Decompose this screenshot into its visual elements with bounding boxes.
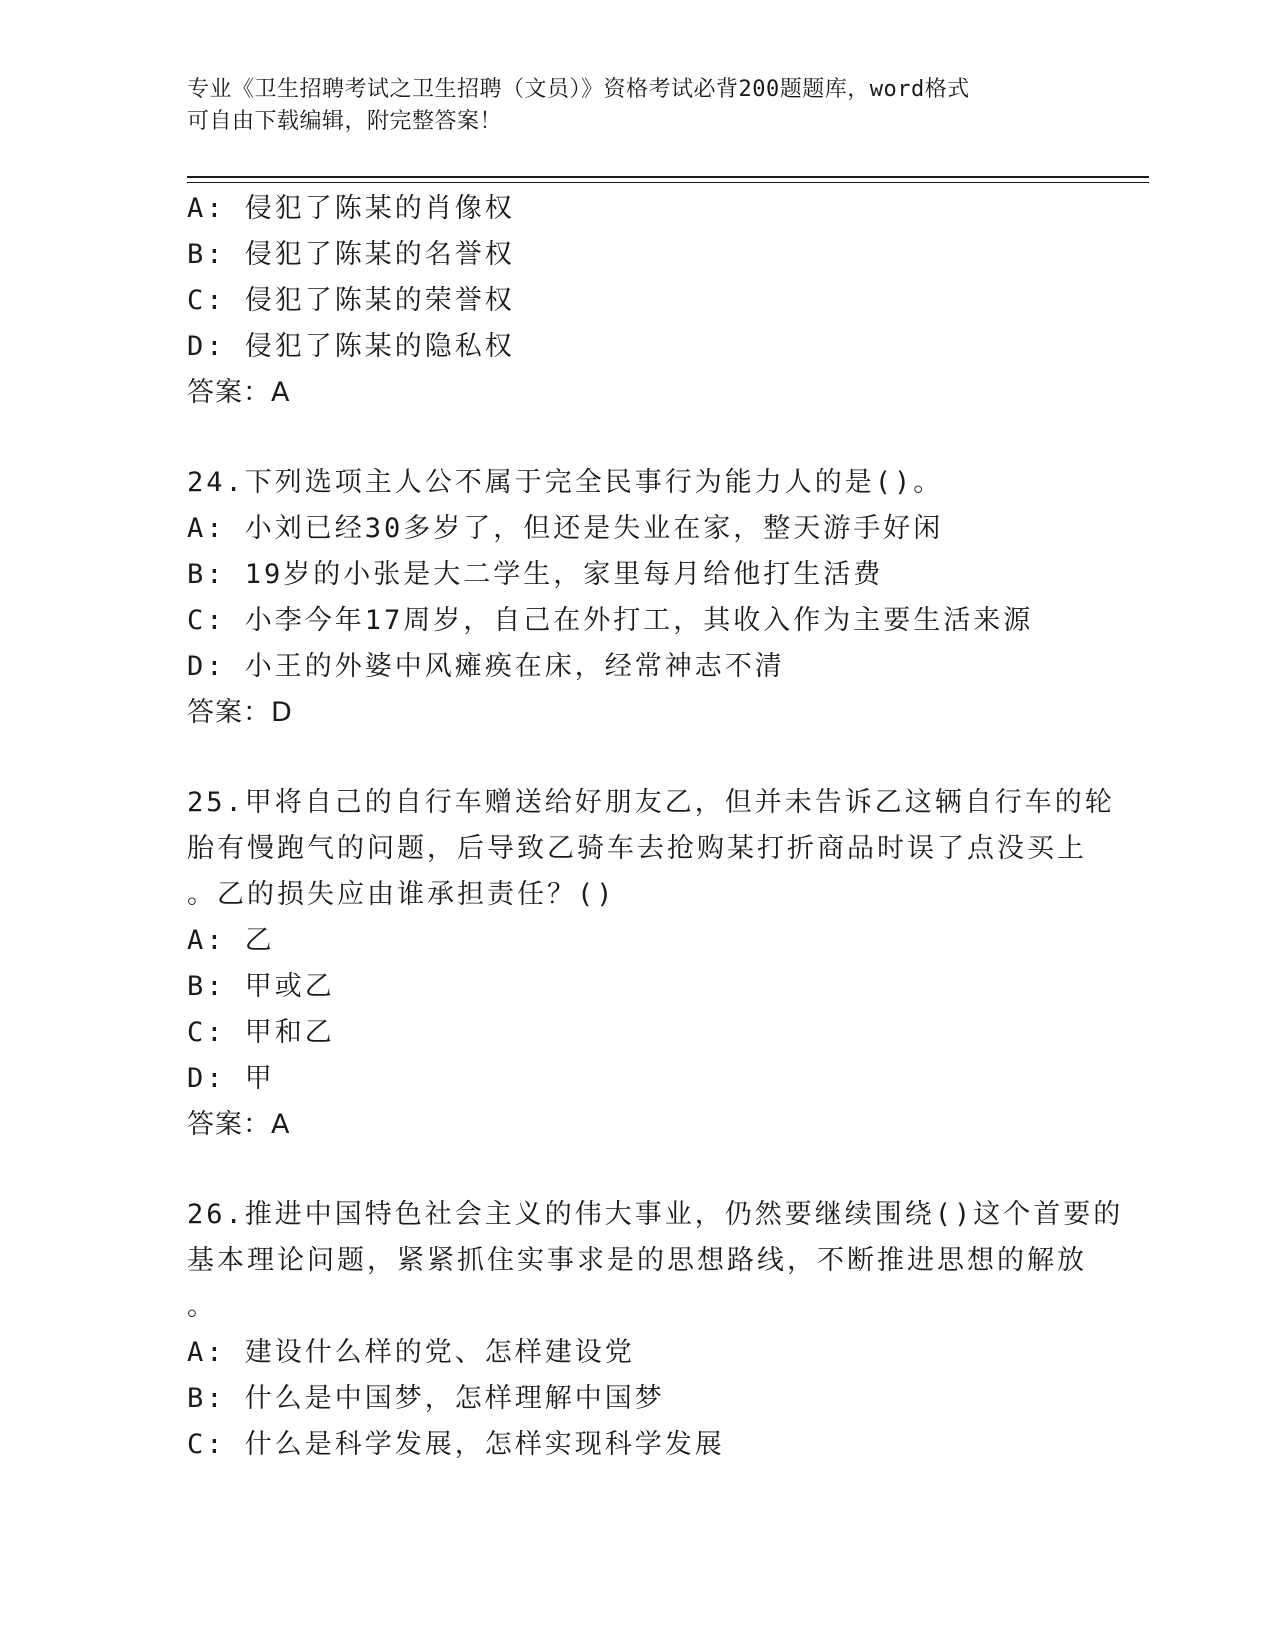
document-header (187, 74, 1067, 138)
answer: 答案：A (187, 1109, 291, 1140)
option-b: B: 侵犯了陈某的名誉权 (187, 239, 515, 270)
option-b: B: 甲或乙 (187, 971, 335, 1002)
option-a: A: 小刘已经30多岁了，但还是失业在家，整天游手好闲 (187, 513, 944, 544)
question-stem-line-3: 。乙的损失应由谁承担责任？() (187, 879, 616, 910)
question-25 (187, 780, 1115, 1148)
option-c: C: 甲和乙 (187, 1017, 335, 1048)
header-divider-thick (187, 176, 1149, 178)
option-a: A: 侵犯了陈某的肖像权 (187, 193, 515, 224)
option-c: C: 小李今年17周岁，自己在外打工，其收入作为主要生活来源 (187, 605, 1034, 636)
question-stem-line-3: 。 (187, 1291, 217, 1322)
question-stem-line-1: 25.甲将自己的自行车赠送给好朋友乙，但并未告诉乙这辆自行车的轮 (187, 787, 1115, 818)
question-26 (187, 1192, 1124, 1468)
option-b: B: 19岁的小张是大二学生，家里每月给他打生活费 (187, 559, 884, 590)
option-a: A: 建设什么样的党、怎样建设党 (187, 1337, 635, 1368)
question-stem-line-2: 基本理论问题，紧紧抓住实事求是的思想路线，不断推进思想的解放 (187, 1245, 1087, 1276)
header-divider-thin (187, 182, 1149, 183)
option-a: A: 乙 (187, 925, 275, 956)
question-stem-line-1: 26.推进中国特色社会主义的伟大事业，仍然要继续围绕()这个首要的 (187, 1199, 1124, 1230)
option-b: B: 什么是中国梦，怎样理解中国梦 (187, 1383, 665, 1414)
answer: 答案：A (187, 377, 291, 408)
header-line-1: 专业《卫生招聘考试之卫生招聘（文员）》资格考试必背200题题库，word格式 (187, 77, 970, 102)
header-line-2: 可自由下载编辑，附完整答案！ (187, 109, 503, 134)
option-d: D: 侵犯了陈某的隐私权 (187, 331, 515, 362)
question-23 (187, 186, 1087, 416)
question-24 (187, 460, 1087, 736)
question-stem-line-2: 胎有慢跑气的问题，后导致乙骑车去抢购某打折商品时误了点没买上 (187, 833, 1087, 864)
answer: 答案：D (187, 697, 293, 728)
option-d: D: 小王的外婆中风瘫痪在床，经常神志不清 (187, 651, 785, 682)
option-d: D: 甲 (187, 1063, 275, 1094)
question-list (187, 186, 1124, 1468)
option-c: C: 什么是科学发展，怎样实现科学发展 (187, 1429, 725, 1460)
question-stem: 24.下列选项主人公不属于完全民事行为能力人的是()。 (187, 467, 944, 498)
option-c: C: 侵犯了陈某的荣誉权 (187, 285, 515, 316)
